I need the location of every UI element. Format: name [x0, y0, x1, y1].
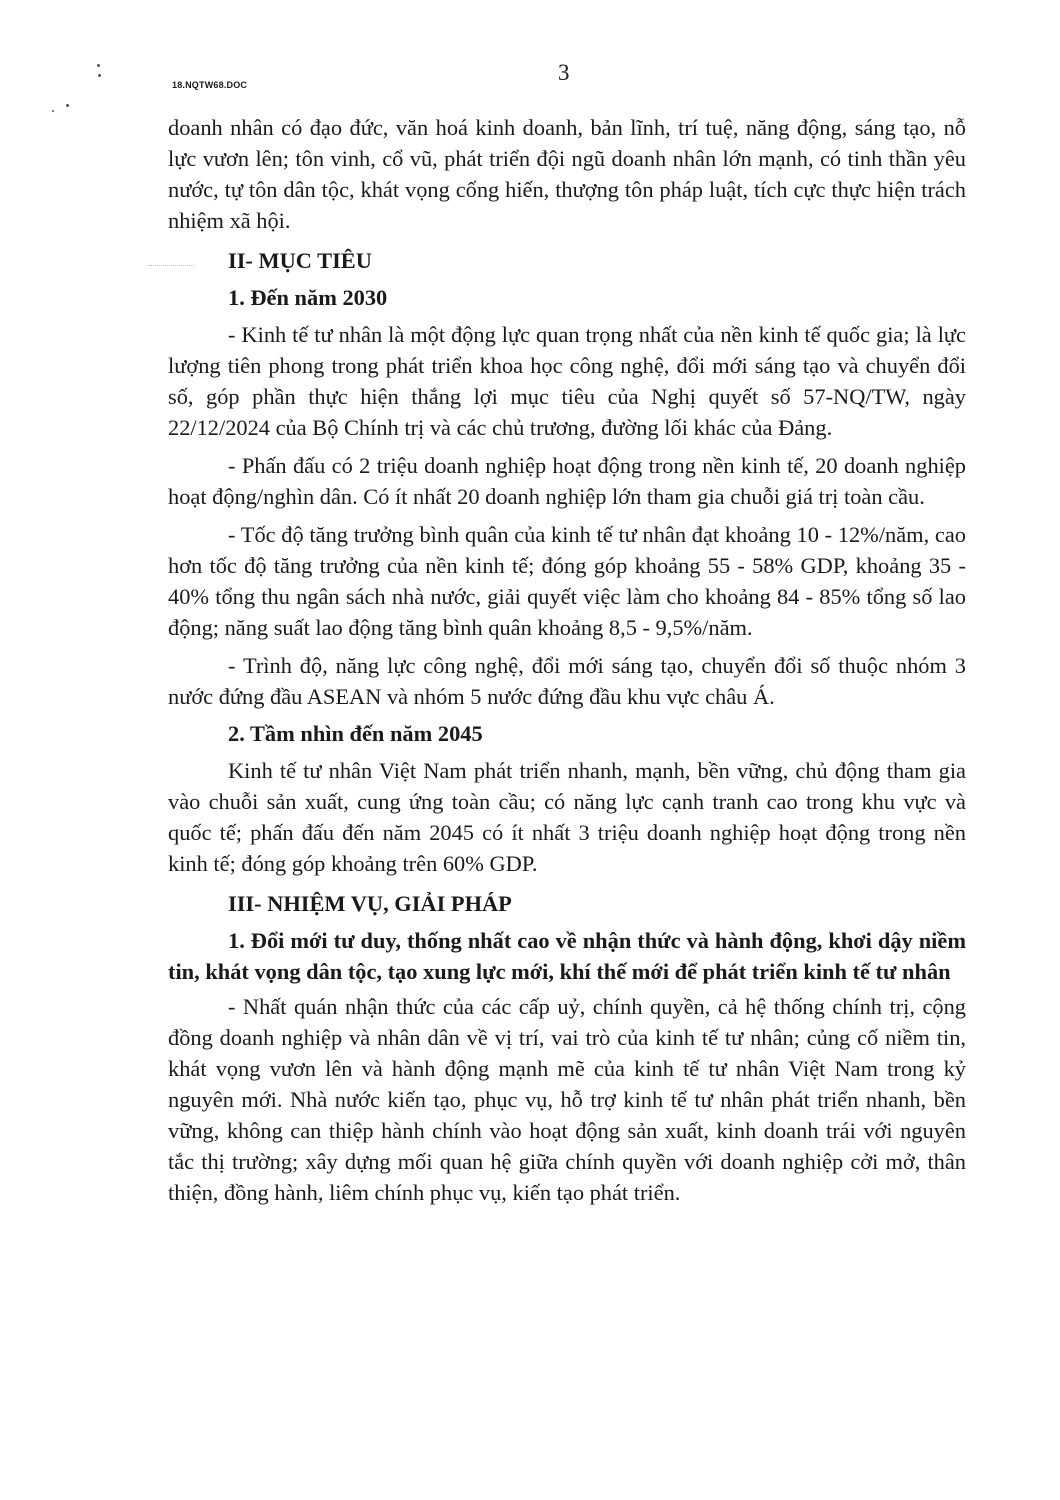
goal-2030-paragraph-2: - Phấn đấu có 2 triệu doanh nghiệp hoạt động trong nền kinh tế, 20 doanh nghiệp hoạt động/nghìn dân. Có ít nhất 20 doanh nghiệp lớn tham gia chuỗi giá trị toàn cầu. — [168, 453, 966, 509]
section-ii-2-heading: 2. Tầm nhìn đến năm 2045 — [228, 721, 483, 746]
vision-2045-paragraph: Kinh tế tư nhân Việt Nam phát triển nhanh, mạnh, bền vững, chủ động tham gia vào chuỗi sản xuất, cung ứng toàn cầu; có năng lực cạnh tranh cao trong khu vực và quốc tế; phấn đấu đến năm 2045 có ít nhất 3 triệu doanh nghiệp hoạt động trong nền kinh tế; đóng góp khoảng trên 60% GDP. — [168, 758, 966, 876]
scan-speck — [97, 64, 100, 67]
document-body — [168, 112, 966, 1208]
intro-paragraph: doanh nhân có đạo đức, văn hoá kinh doanh, bản lĩnh, trí tuệ, năng động, sáng tạo, nỗ lực vươn lên; tôn vinh, cổ vũ, phát triển đội ngũ doanh nhân lớn mạnh, có tinh thần yêu nước, tự tôn dân tộc, khát vọng cống hiến, thượng tôn pháp luật, tích cực thực hiện trách nhiệm xã hội. — [168, 115, 966, 233]
goal-2030-paragraph-3: - Tốc độ tăng trưởng bình quân của kinh tế tư nhân đạt khoảng 10 - 12%/năm, cao hơn tốc độ tăng trưởng của nền kinh tế; đóng góp khoảng 55 - 58% GDP, khoảng 35 - 40% tổng thu ngân sách nhà nước, giải quyết việc làm cho khoảng 84 - 85% tổng số lao động; năng suất lao động tăng bình quân khoảng 8,5 - 9,5%/năm. — [168, 522, 966, 640]
scan-speck — [98, 74, 101, 77]
section-iii-1-heading: 1. Đổi mới tư duy, thống nhất cao về nhận thức và hành động, khơi dậy niềm tin, khát vọng dân tộc, tạo xung lực mới, khí thế mới để phát triển kinh tế tư nhân — [168, 928, 966, 984]
section-iii-heading: III- NHIỆM VỤ, GIẢI PHÁP — [228, 891, 512, 916]
scan-speck — [52, 110, 54, 112]
section-ii-heading: II- MỤC TIÊU — [228, 248, 372, 273]
task-1-paragraph: - Nhất quán nhận thức của các cấp uỷ, chính quyền, cả hệ thống chính trị, cộng đồng doanh nghiệp và nhân dân về vị trí, vai trò của kinh tế tư nhân; củng cố niềm tin, khát vọng vươn lên và hành động mạnh mẽ của kinh tế tư nhân Việt Nam trong kỷ nguyên mới. Nhà nước kiến tạo, phục vụ, hỗ trợ kinh tế tư nhân phát triển nhanh, bền vững, không can thiệp hành chính vào hoạt động sản xuất, kinh doanh trái với nguyên tắc thị trường; xây dựng mối quan hệ giữa chính quyền với doanh nghiệp cởi mở, thân thiện, đồng hành, liêm chính phục vụ, kiến tạo phát triển. — [168, 994, 966, 1205]
goal-2030-paragraph-4: - Trình độ, năng lực công nghệ, đổi mới sáng tạo, chuyển đổi số thuộc nhóm 3 nước đứng đầu ASEAN và nhóm 5 nước đứng đầu khu vực châu Á. — [168, 653, 966, 709]
section-ii-1-heading: 1. Đến năm 2030 — [228, 285, 388, 310]
scan-speck — [66, 104, 69, 107]
file-code: 18.NQTW68.DOC — [172, 80, 248, 90]
goal-2030-paragraph-1: - Kinh tế tư nhân là một động lực quan trọng nhất của nền kinh tế quốc gia; là lực lượng tiên phong trong phát triển khoa học công nghệ, đổi mới sáng tạo và chuyển đổi số, góp phần thực hiện thắng lợi mục tiêu của Nghị quyết số 57-NQ/TW, ngày 22/12/2024 của Bộ Chính trị và các chủ trương, đường lối khác của Đảng. — [168, 322, 966, 440]
page-number: 3 — [558, 60, 570, 85]
